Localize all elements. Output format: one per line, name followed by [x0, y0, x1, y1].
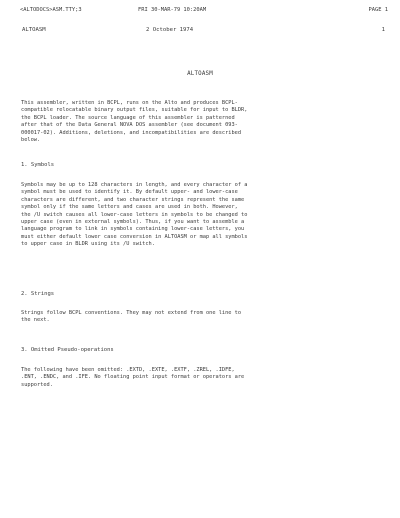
page-header — [20, 7, 388, 13]
print-timestamp: FRI 30-MAR-79 10:20AM — [138, 7, 207, 13]
file-path: <ALTODOCS>ASM.TTY;3 — [20, 7, 82, 13]
section-body-symbols: Symbols may be up to 128 characters in length, and every character of a symbol must be used to identify it. By default upper- and lower-case characters are different, and two character strings represent the same symbol only if the same letters and cases are used in both. However, the /U switch causes all lower-case letters in symbols to be changed to upper case (even in external symbols). Thus, if you want to assemble a language program to link in symbols containing lower-case letters, you must either default lower case conversion in ALTOASM or map all symbols to upper case in BLDR using its /U switch. — [21, 182, 248, 248]
section-heading-strings: 2. Strings — [21, 291, 55, 297]
page-number: 1 — [381, 27, 385, 33]
intro-paragraph: This assembler, written in BCPL, runs on the Alto and produces BCPL- compatible relocatable binary output files, suitable for input to BLDR, the BCPL loader. The source language of this assembler is patterned after that of the Data General NOVA DOS assembler (see document 093- 000017-02). Additions, deletions, and incompatibilities are described below. — [21, 100, 248, 144]
section-body-strings: Strings follow BCPL conventions. They may not extend from one line to the next. — [21, 310, 242, 324]
document-subheader — [22, 27, 385, 33]
section-heading-omitted: 3. Omitted Pseudo-operations — [21, 347, 114, 353]
document-title: ALTOASM — [187, 71, 213, 77]
page-label: PAGE 1 — [368, 7, 388, 13]
document-date: 2 October 1974 — [146, 27, 194, 33]
section-heading-symbols: 1. Symbols — [21, 162, 55, 168]
document-name: ALTOASM — [22, 27, 46, 33]
section-body-omitted: The following have been omitted: .EXTD, .EXTE, .EXTF, .ZREL, .IDFE, .ENT, .ENDC, and .IFE. No floating point input format or operators are supported. — [21, 367, 245, 388]
